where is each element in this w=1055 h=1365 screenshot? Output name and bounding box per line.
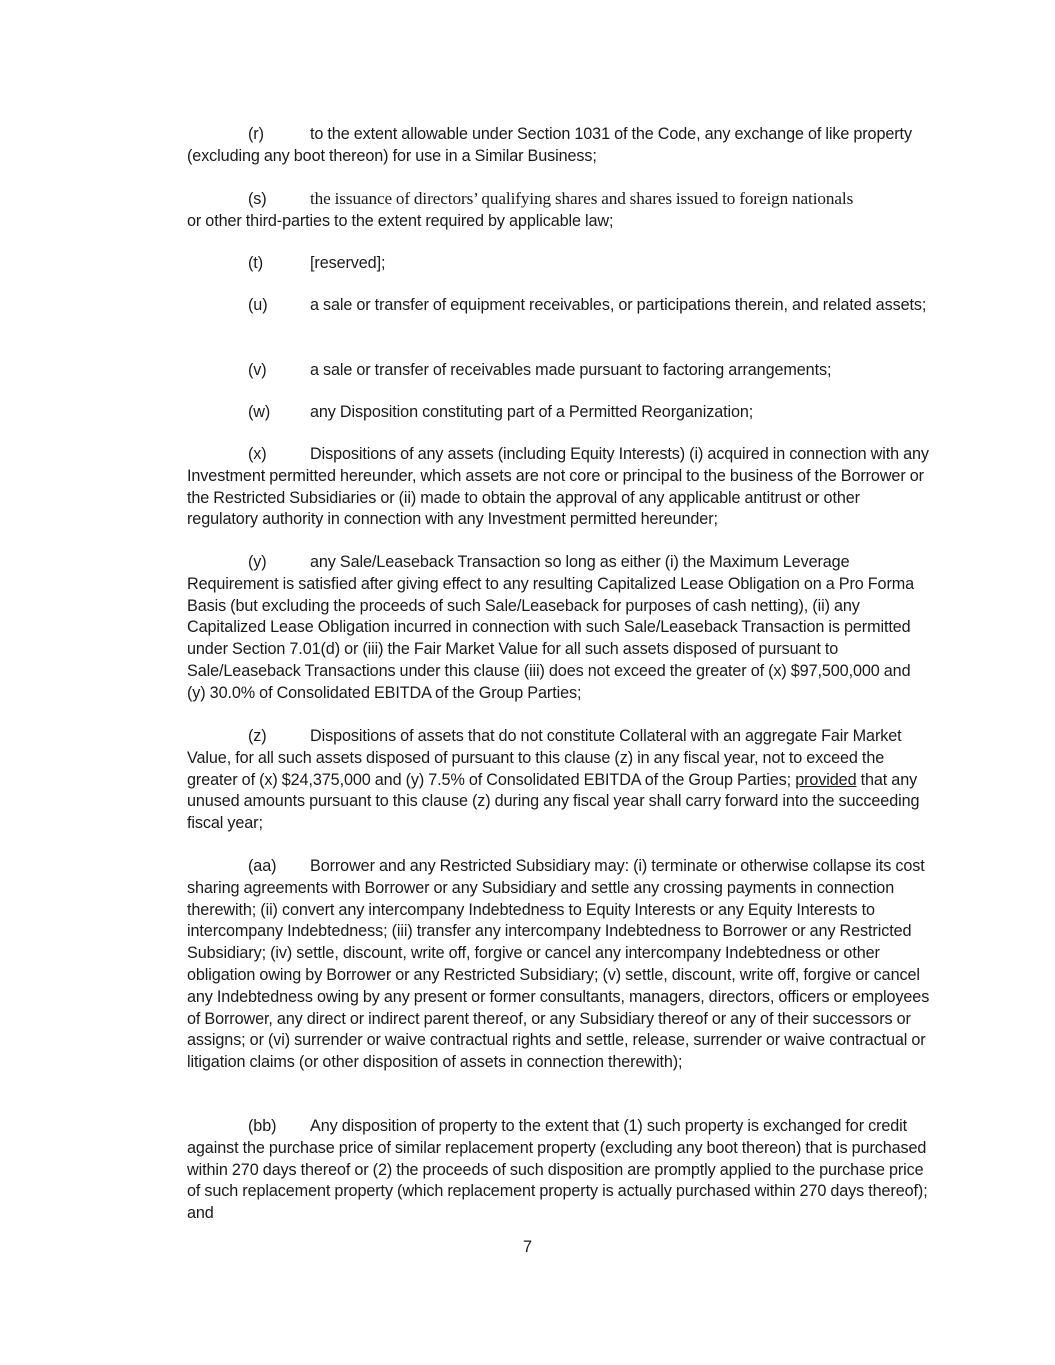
clause-label: (w) bbox=[248, 403, 271, 421]
clause-r bbox=[187, 124, 931, 168]
clause-text: any Sale/Leaseback Transaction so long as either (i) the Maximum Leverage Requirement is satisfied after giving effect to any resulting Capitalized Lease Obligation on a Pro Forma Basis (but excluding the proceeds of such Sale/Leaseback for purposes of cash netting), (ii) any Capitalized Lease Obligation incurred in connection with such Sale/Leaseback Transaction is permitted under Section 7.01(d) or (iii) the Fair Market Value for all such assets disposed of pursuant to Sale/Leaseback Transactions under this clause (iii) does not exceed the greater of (x) $97,500,000 and (y) 30.0% of Consolidated EBITDA of the Group Parties; bbox=[187, 553, 915, 702]
clause-s bbox=[187, 188, 931, 233]
clause-aa bbox=[187, 856, 931, 1074]
clause-text: Dispositions of any assets (including Equity Interests) (i) acquired in connection with any Investment permitted hereunder, which assets are not core or principal to the business of the Borrower or the Restricted Subsidiaries or (ii) made to obtain the approval of any applicable antitrust or other regulatory authority in connection with any Investment permitted hereunder; bbox=[187, 445, 929, 529]
clause-label: (aa) bbox=[248, 857, 277, 875]
clause-text-after: that any unused amounts pursuant to this clause (z) during any fiscal year shall carry forward into the succeeding fiscal year; bbox=[187, 770, 920, 833]
clause-text: a sale or transfer of receivables made pursuant to factoring arrangements; bbox=[310, 361, 832, 379]
page-number: 7 bbox=[522, 1238, 532, 1256]
clause-label: (y) bbox=[248, 553, 267, 571]
clause-text: or other third-parties to the extent required by applicable law; bbox=[187, 211, 614, 230]
clause-z bbox=[187, 726, 931, 835]
clause-bb bbox=[187, 1116, 931, 1225]
clause-u bbox=[187, 295, 931, 317]
clause-label: (u) bbox=[248, 296, 268, 314]
clause-label: (s) bbox=[248, 190, 267, 208]
clause-x bbox=[187, 444, 931, 531]
clause-text: any Disposition constituting part of a Permitted Reorganization; bbox=[310, 403, 754, 421]
clause-text: Any disposition of property to the extent that (1) such property is exchanged for credit against the purchase price of similar replacement property (excluding any boot thereon) that is purchased within 270 days thereof or (2) the proceeds of such disposition are promptly applied to the purchase price of such replacement property (which replacement property is actually purchased within 270 days thereof); and bbox=[187, 1117, 928, 1223]
clause-text-before: Dispositions of assets that do not constitute Collateral with an aggregate Fair Market Value, for all such assets disposed of pursuant to this clause (z) in any fiscal year, not to exceed the greater of (x) $24,375,000 and (y) 7.5% of Consolidated EBITDA of the Group Parties; bbox=[187, 727, 902, 789]
clause-label: (z) bbox=[248, 727, 267, 745]
clause-text: to the extent allowable under Section 1031 of the Code, any exchange of like property (excluding any boot thereon) for use in a Similar Business; bbox=[187, 125, 912, 165]
clause-text: [reserved]; bbox=[310, 254, 386, 272]
clause-text-serif: the issuance of directors’ qualifying shares and shares issued to foreign nationals bbox=[310, 189, 854, 208]
clause-label: (r) bbox=[248, 125, 264, 143]
clause-t bbox=[187, 253, 931, 275]
clause-label: (x) bbox=[248, 445, 267, 463]
clause-w bbox=[187, 402, 931, 424]
clause-label: (bb) bbox=[248, 1117, 277, 1135]
clause-text: a sale or transfer of equipment receivables, or participations therein, and related assets; bbox=[310, 296, 927, 314]
provided-underlined: provided bbox=[795, 770, 857, 789]
clause-text: Borrower and any Restricted Subsidiary may: (i) terminate or otherwise collapse its cost sharing agreements with Borrower or any Subsidiary and settle any crossing payments in connection therewith; (ii) convert any intercompany Indebtedness to Equity Interests or any Equity Interests to intercompany Indebtedness; (iii) transfer any intercompany Indebtedness to Borrower or any Restricted Subsidiary; (iv) settle, discount, write off, forgive or cancel any intercompany Indebtedness or other obligation owing by Borrower or any Restricted Subsidiary; (v) settle, discount, write off, forgive or cancel any Indebtedness owing by any present or former consultants, managers, directors, officers or employees of Borrower, any direct or indirect parent thereof, or any Subsidiary thereof or any of their successors or assigns; or (vi) surrender or waive contractual rights and settle, release, surrender or waive contractual or litigation claims (or other disposition of assets in connection therewith); bbox=[187, 857, 930, 1072]
clause-label: (t) bbox=[248, 254, 263, 272]
clause-label: (v) bbox=[248, 361, 267, 379]
clause-y bbox=[187, 552, 931, 705]
clause-v bbox=[187, 360, 931, 382]
